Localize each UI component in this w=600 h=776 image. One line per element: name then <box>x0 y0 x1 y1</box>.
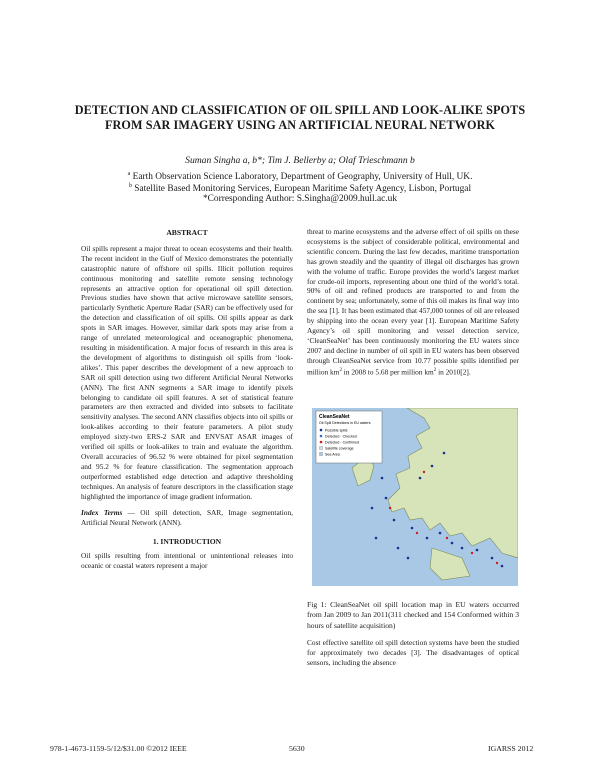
affiliation-b-text: Satellite Based Monitoring Services, European Maritime Safety Agency, Lisbon, Portugal <box>134 184 472 195</box>
legend-line-2: Detected - Checked <box>325 434 357 439</box>
intro-heading: 1. INTRODUCTION <box>152 537 222 547</box>
affiliation-a-text: Earth Observation Science Laboratory, Department of Geography, University of Hull, UK. <box>132 172 473 183</box>
legend-swatch-5 <box>320 453 323 456</box>
right-column-continued <box>307 638 519 668</box>
abstract-heading: ABSTRACT <box>166 228 208 237</box>
legend-swatch-3 <box>320 441 323 444</box>
right-column-continued-text: Cost effective satellite oil spill detection systems have been the studied for approximately two decades [3]. The disadvantages of optical sensors, including the absence <box>307 638 519 667</box>
affiliation-a-marker: a <box>127 171 131 177</box>
intro-text: Oil spills resulting from intentional or unintentional releases into oceanic or coastal waters represent a major <box>81 551 293 571</box>
affiliation-b-marker: b <box>128 183 132 189</box>
figure-1-map <box>312 408 518 586</box>
legend-title: CleanSeaNet <box>319 414 350 420</box>
left-column <box>81 228 293 571</box>
index-terms <box>81 508 293 528</box>
footer-conference: IGARSS 2012 <box>488 744 534 753</box>
index-terms-label: Index Terms <box>81 508 123 518</box>
legend-swatch-4 <box>320 447 323 450</box>
paper-title: DETECTION AND CLASSIFICATION OF OIL SPILL AND LOOK-ALIKE SPOTS FROM SAR IMAGERY USING AN ARTIFICIAL NEURAL NETWORK <box>74 103 526 132</box>
map-graphic <box>312 408 518 586</box>
right-column-paragraph <box>307 227 519 377</box>
legend-line-4: Satellite coverage <box>325 446 354 451</box>
author-list: Suman Singha a, b*; Tim J. Bellerby a; Olaf Trieschmann b <box>185 155 415 166</box>
legend-subtitle: Oil Spill Detections in EU waters <box>319 421 371 425</box>
corresponding-author: *Corresponding Author: S.Singha@2009.hull.ac.uk <box>202 194 398 204</box>
legend-line-1: Possible spills <box>325 428 348 433</box>
superscript-1: 2 <box>339 367 342 373</box>
index-terms-text: — Oil spill detection, SAR, Image segmentation, Artificial Neural Network (ANN). <box>81 508 293 528</box>
legend-line-5: Sea Area <box>325 452 340 457</box>
paragraph-part-c: in 2010[2]. <box>436 367 471 377</box>
right-column-text <box>307 227 519 377</box>
footer-page-number: 5630 <box>289 744 305 753</box>
abstract-text: Oil spills represent a major threat to ocean ecosystems and their health. The recent incident in the Gulf of Mexico demonstrates the potentially catastrophic nature of offshore oil spills. Illicit pollution requires continuous monitoring and satellite remote sensing technology represents an attractive option for operational oil spill detection. Previous studies have shown that active microwave satellite sensors, particularly Synthetic Aperture Radar (SAR) can be effectively used for the detection and classification of oil spills. Oil spills appear as dark spots in SAR images. However, similar dark spots may arise from a range of unrelated meteorological and oceanographic phenomena, resulting in misidentification. A major focus of research in this area is the development of algorithms to distinguish oil spills from ‘look-alikes’. This paper describes the development of a new approach to SAR oil spill detection using two different Artificial Neural Networks (ANN). The first ANN segments a SAR image to identify pixels belonging to candidate oil spill features. A set of statistical feature parameters are then extracted and divided into subsets to facilitate sensitivity analyses. The second ANN classifies objects into oil spills or look-alikes according to their feature parameters. A pilot study employed sixty-two ERS-2 SAR and ENVSAT ASAR images of verified oil spills or look-alikes to train and evaluate the algorithm. Overall accuracies of 96.52 % were obtained for pixel segmentation and 95.2 % for feature classification. The segmentation approach outperformed established edge detection and adaptive thresholding techniques. An analysis of feature descriptors in the classification stage highlighted the importance of image gradient information. <box>81 243 293 501</box>
figure-1-caption: Fig 1: CleanSeaNet oil spill location map in EU waters occurred from Jan 2009 to Jan 2011(311 checked and 154 Conformed within 3 hours of satellite acquisition) <box>307 600 519 630</box>
legend-swatch-2 <box>320 435 323 438</box>
footer-isbn: 978-1-4673-1159-5/12/$31.00 ©2012 IEEE <box>50 744 187 753</box>
superscript-2: 2 <box>433 367 437 373</box>
paragraph-part-b: in 2008 to 5.68 per million km <box>341 367 434 377</box>
legend-line-3: Detected - Confirmed <box>325 440 360 445</box>
paragraph-part-a: threat to marine ecosystems and the adverse effect of oil spills on these ecosystems is the subject of considerable political, environmental and scientific concern. During the last few decades, maritime transportation has grown steadily and the quantity of illegal oil discharges has grown with the volume of traffic. Europe provides the world’s largest market for crude-oil imports, representing about one third of the world’s total. 90% of oil and refined products are transported to and from the continent by sea; unfortunately, some of this oil makes its final way into the sea [1]. It has been estimated that 457,000 tonnes of oil are released by shipping into the ocean every year [1]. European Maritime Safety Agency’s oil spill monitoring and vessel detection service, ‘CleanSeaNet’ has been continuously monitoring the EU waters since 2007 and decline in number of oil spill in EU waters has been observed through CleanSeaNet service from 10.77 possible spills identified per million km <box>307 227 519 377</box>
legend-swatch-1 <box>320 429 323 432</box>
